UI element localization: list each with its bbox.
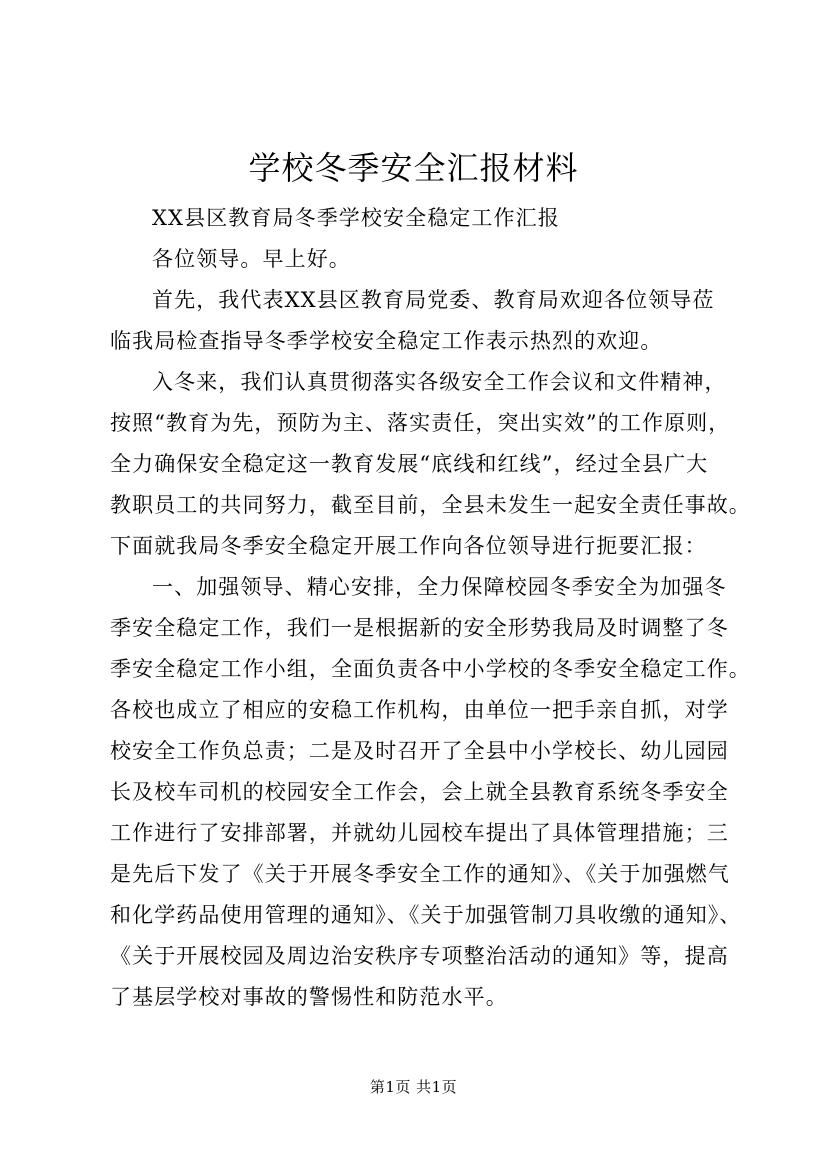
paragraph-line: 临我局检查指导冬季学校安全稳定工作表示热烈的欢迎。 [110,329,663,353]
paragraph-line: 季安全稳定工作小组，全面负责各中小学校的冬季安全稳定工作。 [110,657,751,681]
document-body [110,198,750,1018]
salutation-line: 各位领导。早上好。 [152,247,351,271]
paragraph-line: 各校也成立了相应的安稳工作机构，由单位一把手亲自抓，对学 [110,698,729,722]
paragraph-line: 教职员工的共同努力，截至目前，全县未发生一起安全责任事故。 [110,493,751,517]
paragraph-line: 入冬来，我们认真贯彻落实各级安全工作会议和文件精神， [152,370,727,394]
paragraph-line: 全力确保安全稳定这一教育发展“底线和红线”，经过全县广大 [110,452,709,476]
subtitle-line: XX县区教育局冬季学校安全稳定工作汇报 [152,206,560,230]
paragraph-line: 《关于开展校园及周边治安秩序专项整治活动的通知》等，提高 [110,944,729,968]
paragraph-line: 一、加强领导、精心安排，全力保障校园冬季安全为加强冬 [152,575,727,599]
paragraph-line: 了基层学校对事故的警惕性和防范水平。 [110,985,508,1009]
paragraph-line: 是先后下发了《关于开展冬季安全工作的通知》、《关于加强燃气 [110,862,730,886]
paragraph-line: 长及校车司机的校园安全工作会，会上就全县教育系统冬季安全 [110,780,729,804]
paragraph-line: 首先，我代表XX县区教育局党委、教育局欢迎各位领导莅 [152,288,715,312]
paragraph-line: 季安全稳定工作，我们一是根据新的安全形势我局及时调整了冬 [110,616,729,640]
document-title: 学校冬季安全汇报材料 [248,149,579,187]
paragraph-line: 和化学药品使用管理的通知》、《关于加强管制刀具收缴的通知》、 [110,903,742,927]
paragraph-line: 校安全工作负总责；二是及时召开了全县中小学校长、幼儿园园 [110,739,729,763]
paragraph-line: 工作进行了安排部署，并就幼儿园校车提出了具体管理措施；三 [110,821,729,845]
paragraph-line: 下面就我局冬季安全稳定开展工作向各位领导进行扼要汇报： [110,534,707,558]
paragraph-line: 按照“教育为先，预防为主、落实责任，突出实效”的工作原则， [110,411,731,435]
page-footer: 第1页 共1页 [369,1078,458,1096]
